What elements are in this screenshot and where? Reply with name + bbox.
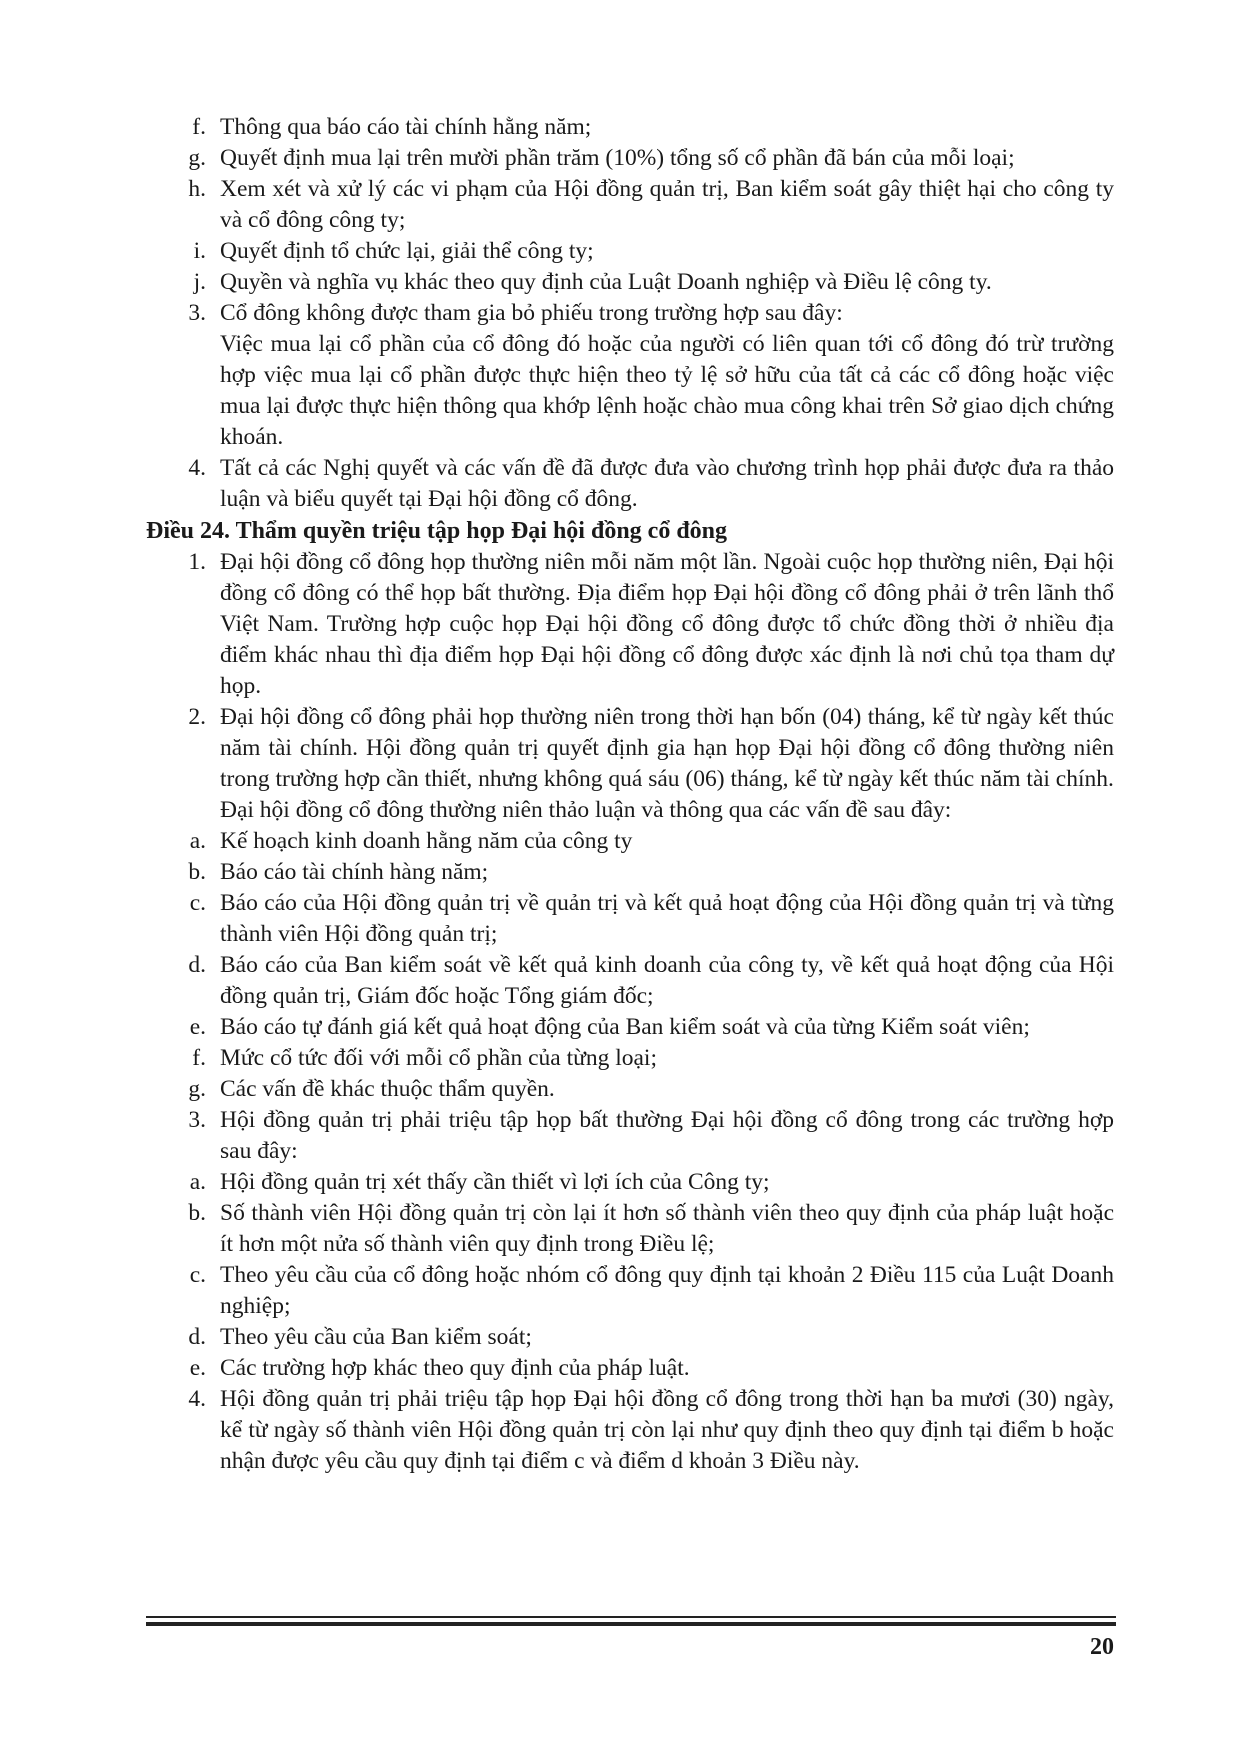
item-text: Quyết định tổ chức lại, giải thể công ty;: [220, 238, 594, 264]
item-label: 2.: [188, 704, 206, 730]
page-content: [146, 112, 1114, 1477]
item-text: Quyền và nghĩa vụ khác theo quy định của Luật Doanh nghiệp và Điều lệ công ty.: [220, 269, 992, 295]
list-item: [146, 1012, 1114, 1043]
item-text: Xem xét và xử lý các vi phạm của Hội đồng quản trị, Ban kiểm soát gây thiệt hại cho công ty và cổ đông công ty;: [220, 176, 1114, 233]
clause-1: [146, 547, 1114, 702]
list-item: [146, 1198, 1114, 1260]
list-item: [146, 826, 1114, 857]
list-item: [146, 857, 1114, 888]
item-label: 4.: [188, 455, 206, 481]
clause-4: [146, 1384, 1114, 1477]
item-text: Số thành viên Hội đồng quản trị còn lại ít hơn số thành viên theo quy định của pháp luật hoặc ít hơn một nửa số thành viên quy định trong Điều lệ;: [220, 1200, 1114, 1257]
list-item: [146, 143, 1114, 174]
item-label: 3.: [188, 1107, 206, 1133]
clause-3: [146, 1105, 1114, 1167]
item-text: Thông qua báo cáo tài chính hằng năm;: [220, 114, 592, 140]
item-text: Các vấn đề khác thuộc thẩm quyền.: [220, 1076, 555, 1102]
list-item: [146, 888, 1114, 950]
item-label: 3.: [188, 300, 206, 326]
page-number: 20: [1090, 1634, 1114, 1660]
item-label: i.: [193, 238, 206, 264]
item-label: h.: [188, 176, 206, 202]
item-label: d.: [188, 1324, 206, 1350]
item-label: b.: [188, 859, 206, 885]
item-text: Đại hội đồng cổ đông phải họp thường niên trong thời hạn bốn (04) tháng, kể từ ngày kết thúc năm tài chính. Hội đồng quản trị quyết định gia hạn họp Đại hội đồng cổ đông thường niên trong trường hợp cần thiết, nhưng không quá sáu (06) tháng, kể từ ngày kết thúc năm tài chính.: [220, 704, 1114, 792]
list-item: [146, 236, 1114, 267]
item-text: Quyết định mua lại trên mười phần trăm (10%) tổng số cổ phần đã bán của mỗi loại;: [220, 145, 1015, 171]
item-label: c.: [189, 890, 206, 916]
footer-rule-thick: [146, 1622, 1116, 1626]
item-label: b.: [188, 1200, 206, 1226]
list-item: [146, 112, 1114, 143]
item-text: Kế hoạch kinh doanh hằng năm của công ty: [220, 828, 633, 854]
item-label: f.: [192, 1045, 206, 1071]
item-label: 1.: [188, 549, 206, 575]
item-text: Cổ đông không được tham gia bỏ phiếu trong trường hợp sau đây:: [220, 300, 843, 326]
list-item: [146, 298, 1114, 329]
paragraph: Đại hội đồng cổ đông thường niên thảo luận và thông qua các vấn đề sau đây:: [220, 797, 952, 823]
item-label: e.: [189, 1355, 206, 1381]
item-text: Báo cáo tự đánh giá kết quả hoạt động của Ban kiểm soát và của từng Kiểm soát viên;: [220, 1014, 1030, 1040]
list-item: [146, 1322, 1114, 1353]
item-text: Tất cả các Nghị quyết và các vấn đề đã được đưa vào chương trình họp phải được đưa ra thảo luận và biểu quyết tại Đại hội đồng cổ đông.: [220, 455, 1114, 512]
list-item: [146, 1260, 1114, 1322]
item-label: j.: [193, 269, 206, 295]
item-text: Báo cáo của Hội đồng quản trị về quản trị và kết quả hoạt động của Hội đồng quản trị và từng thành viên Hội đồng quản trị;: [220, 890, 1114, 947]
list-item: [146, 1043, 1114, 1074]
item-label: a.: [189, 828, 206, 854]
item-label: f.: [192, 114, 206, 140]
item-label: g.: [188, 1076, 206, 1102]
footer-rule-thin: [146, 1616, 1116, 1618]
item-text: Theo yêu cầu của cổ đông hoặc nhóm cổ đông quy định tại khoản 2 Điều 115 của Luật Doanh nghiệp;: [220, 1262, 1114, 1319]
list-item: [146, 1353, 1114, 1384]
paragraph: Việc mua lại cổ phần của cổ đông đó hoặc của người có liên quan tới cổ đông đó trừ trường hợp việc mua lại cổ phần được thực hiện theo tỷ lệ sở hữu của tất cả các cổ đông hoặc việc mua lại được thực hiện thông qua khớp lệnh hoặc chào mua công khai trên Sở giao dịch chứng khoán.: [220, 331, 1114, 450]
item-text: Hội đồng quản trị phải triệu tập họp Đại hội đồng cổ đông trong thời hạn ba mươi (30) ngày, kể từ ngày số thành viên Hội đồng quản trị còn lại như quy định theo quy định tại điểm b hoặc nhận được yêu cầu quy định tại điểm c và điểm d khoản 3 Điều này.: [220, 1386, 1114, 1474]
item-text: Theo yêu cầu của Ban kiểm soát;: [220, 1324, 532, 1350]
item-text: Hội đồng quản trị phải triệu tập họp bất thường Đại hội đồng cổ đông trong các trường hợp sau đây:: [220, 1107, 1114, 1164]
item-text: Hội đồng quản trị xét thấy cần thiết vì lợi ích của Công ty;: [220, 1169, 770, 1195]
item-label: c.: [189, 1262, 206, 1288]
item-text: Các trường hợp khác theo quy định của pháp luật.: [220, 1355, 690, 1381]
item-text: Mức cổ tức đối với mỗi cổ phần của từng loại;: [220, 1045, 657, 1071]
list-item: [146, 1074, 1114, 1105]
item-label: g.: [188, 145, 206, 171]
item-text: Báo cáo của Ban kiểm soát về kết quả kinh doanh của công ty, về kết quả hoạt động của Hội đồng quản trị, Giám đốc hoặc Tổng giám đốc;: [220, 952, 1114, 1009]
item-text: Đại hội đồng cổ đông họp thường niên mỗi năm một lần. Ngoài cuộc họp thường niên, Đại hội đồng cổ đông có thể họp bất thường. Địa điểm họp Đại hội đồng cổ đông phải ở trên lãnh thổ Việt Nam. Trường hợp cuộc họp Đại hội đồng cổ đông được tổ chức đồng thời ở nhiều địa điểm khác nhau thì địa điểm họp Đại hội đồng cổ đông được xác định là nơi chủ tọa tham dự họp.: [220, 549, 1114, 699]
item-label: 4.: [188, 1386, 206, 1412]
list-item: [146, 1167, 1114, 1198]
list-item: [146, 174, 1114, 236]
clause-2: [146, 702, 1114, 795]
list-item: [146, 267, 1114, 298]
list-item: [146, 453, 1114, 515]
item-label: d.: [188, 952, 206, 978]
article-heading: Điều 24. Thẩm quyền triệu tập họp Đại hội đồng cổ đông: [146, 518, 728, 544]
list-item: [146, 950, 1114, 1012]
item-label: a.: [189, 1169, 206, 1195]
item-text: Báo cáo tài chính hàng năm;: [220, 859, 489, 885]
item-label: e.: [189, 1014, 206, 1040]
